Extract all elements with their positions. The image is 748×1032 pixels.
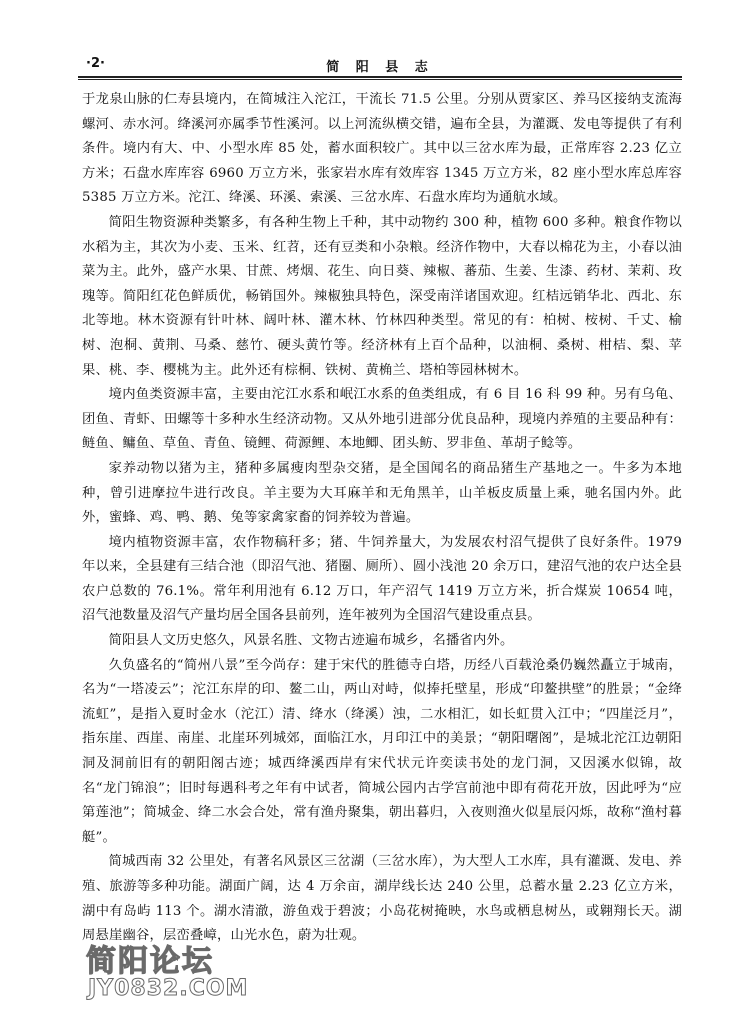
header-rule [78,76,682,78]
book-title: 简 阳 县 志 [326,60,434,75]
watermark-title: 简阳论坛 [86,944,214,979]
paragraph-biogas: 境内植物资源丰富，农作物稿秆多；猪、牛饲养量大，为发展农村沼气提供了良好条件。1979 年以来，全县建有三结合池（即沼气池、猪圈、厕所）、圆小浅池 20 余万口，建沼气池的农户达全县农户总数的 76.1%。常年利用池有 6.12 万口，年产沼气 1419 万立方米，折合煤炭 10654 吨，沼气池数量及沼气产量均居全国各县前列，连年被列为全国沼气建设重点县。 [82,534,682,624]
page-header [78,54,682,76]
header-rule-thin [78,79,682,80]
watermark-url: JY0832.COM [88,976,249,1001]
forum-watermark [86,936,249,1006]
paragraph-fish: 境内鱼类资源丰富，主要由沱江水系和岷江水系的鱼类组成，有 6 目 16 科 99 种。另有乌龟、团鱼、青虾、田螺等十多种水生经济动物。又从外地引进部分优良品种，现境内养殖的主要品种有：鲢鱼、鳙鱼、草鱼、青鱼、镜鲤、荷源鲤、本地鲫、团头鲂、罗非鱼、革胡子鲶等。 [82,387,682,452]
paragraph-eight-views: 久负盛名的“简州八景”至今尚存：建于宋代的胜德寺白塔，历经八百载沧桑仍巍然矗立于城南，名为“一塔凌云”；沱江东岸的印、鳌二山，两山对峙，似捧托壁星，形成“印鳌拱壁”的胜景；“金绛流虹”，是指入夏时金水（沱江）清、绛水（绛溪）浊，二水相汇，如长虹贯入江中；“四崖泛月”，指东崖、西崖、南崖、北崖环列城郊，面临江水，月印江中的美景；“朝阳曙阁”，是城北沱江边朝阳洞及洞前旧有的朝阳阁古迹；城西绛溪西岸有宋代状元许奕读书处的龙门洞，又因溪水似锦，故名“龙门锦浪”；旧时每遇科考之年有中试者，简城公园内古学宫前池中即有荷花开放，因此呼为“应第莲池”；简城金、绛二水会合处，常有渔舟聚集，朝出暮归，入夜则渔火似星辰闪烁，故称“渔村暮艇”。 [82,657,683,845]
body-text [82,88,682,949]
paragraph-history: 简阳县人文历史悠久，风景名胜、文物古迹遍布城乡，名播省内外。 [108,633,514,649]
page-number: ·2· [86,56,105,71]
paragraph-livestock: 家养动物以猪为主，猪种多属瘦肉型杂交猪，是全国闻名的商品猪生产基地之一。牛多为本地种，曾引进摩拉牛进行改良。羊主要为大耳麻羊和无角黑羊，山羊板皮质量上乘，驰名国内外。此外，蜜蜂、鸡、鸭、鹅、兔等家禽家畜的饲养较为普遍。 [82,460,682,526]
paragraph-rivers: 于龙泉山脉的仁寿县境内，在简城注入沱江，干流长 71.5 公里。分别从贾家区、养马区接纳支流海螺河、赤水河。绛溪河亦属季节性溪河。以上河流纵横交错，遍布全县，为灌溉、发电等提供了有利条件。境内有大、中、小型水库 85 处，蓄水面积较广。其中以三岔水库为最，正常库容 2.23 亿立方米；石盘水库库容 6960 万立方米，张家岩水库有效库容 1345 万立方米，82 座小型水库总库容 5385 万立方米。沱江、绛溪、环溪、索溪、三岔水库、石盘水库均为通航水域。 [82,92,682,206]
paragraph-biology: 简阳生物资源种类繁多，有各种生物上千种，其中动物约 300 种，植物 600 多种。粮食作物以水稻为主，其次为小麦、玉米、红苕，还有豆类和小杂粮。经济作物中，大春以棉花为主，小春以油菜为主。此外，盛产水果、甘蔗、烤烟、花生、向日葵、辣椒、蕃茄、生姜、生漆、药材、茉莉、玫瑰等。简阳红花色鲜质优，畅销国外。辣椒独具特色，深受南洋诸国欢迎。红桔远销华北、西北、东北等地。林木资源有针叶林、阔叶林、灌木林、竹林四种类型。常见的有：柏树、桉树、千丈、榆树、泡桐、黄荆、马桑、慈竹、硬头黄竹等。经济林有上百个品种，以油桐、桑树、柑桔、梨、苹果、桃、李、樱桃为主。此外还有棕桐、铁树、黄桷兰、塔柏等园林树木。 [82,214,682,378]
paragraph-sancha-lake: 简城西南 32 公里处，有著名风景区三岔湖（三岔水库），为大型人工水库，具有灌溉、发电、养殖、旅游等多种功能。湖面广阔，达 4 万余亩，湖岸线长达 240 公里，总蓄水量 2.23 亿立方米，湖中有岛屿 113 个。湖水清澈，游鱼戏于碧波；小岛花树掩映，水鸟或栖息树丛，或翱翔长天。湖周悬崖幽谷，层峦叠嶂，山光水色，蔚为壮观。 [82,854,682,944]
